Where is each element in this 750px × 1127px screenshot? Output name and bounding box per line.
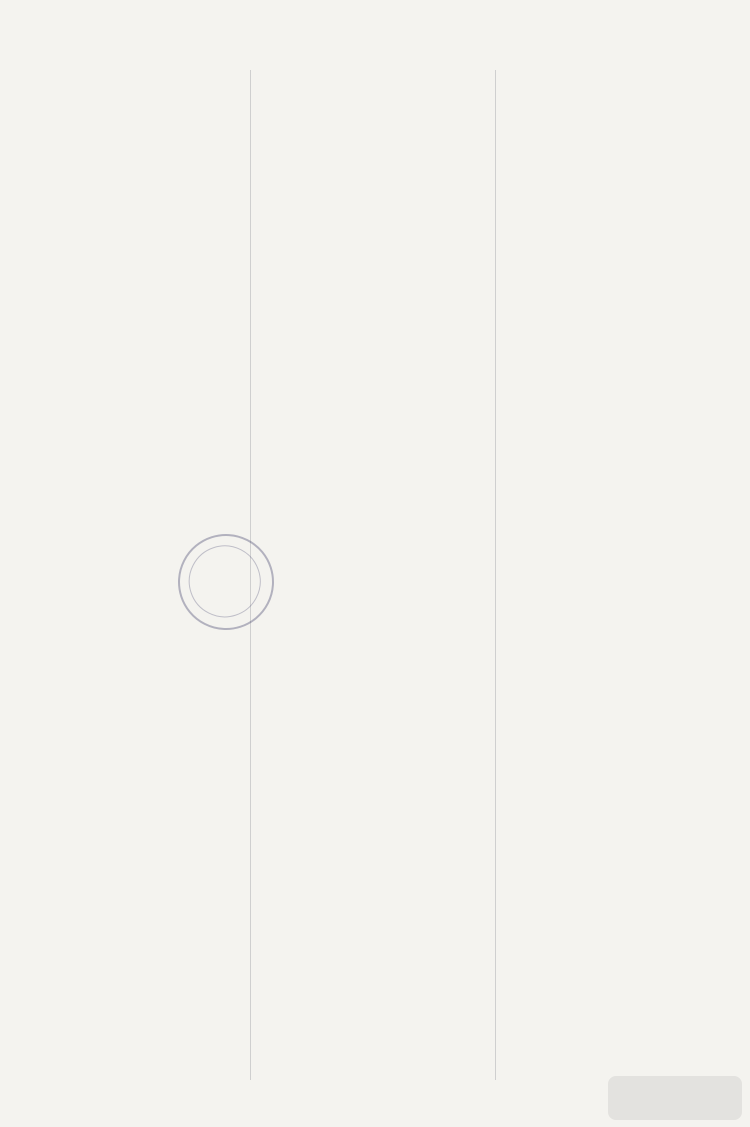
text-line xyxy=(505,126,737,152)
text-line xyxy=(6,490,238,516)
section-heading xyxy=(260,1022,492,1048)
text-line xyxy=(260,574,492,600)
text-line xyxy=(505,1022,737,1048)
text-line xyxy=(260,658,492,684)
text-line xyxy=(505,350,737,376)
text-line xyxy=(260,882,492,908)
text-line xyxy=(505,154,737,180)
text-line xyxy=(505,630,737,656)
text-line xyxy=(6,126,238,152)
text-line xyxy=(6,714,238,740)
text-line xyxy=(260,490,492,516)
text-line xyxy=(505,462,737,488)
text-line xyxy=(6,70,238,96)
text-line xyxy=(505,490,737,516)
text-line xyxy=(505,546,737,572)
text-line xyxy=(260,854,492,880)
text-line xyxy=(6,1050,238,1076)
text-line xyxy=(260,686,492,712)
text-line xyxy=(505,602,737,628)
text-line xyxy=(6,406,238,432)
text-line xyxy=(260,518,492,544)
text-line xyxy=(6,966,238,992)
text-line xyxy=(260,406,492,432)
text-line xyxy=(505,238,737,264)
text-line xyxy=(505,658,737,684)
text-line xyxy=(260,98,492,124)
text-column-3 xyxy=(505,70,737,1080)
text-line xyxy=(505,798,737,824)
text-line xyxy=(260,70,492,96)
text-line xyxy=(505,294,737,320)
column-divider xyxy=(495,70,496,1080)
text-line xyxy=(505,826,737,852)
text-line xyxy=(6,770,238,796)
text-line xyxy=(505,854,737,880)
text-line xyxy=(260,154,492,180)
text-line xyxy=(6,910,238,936)
text-line xyxy=(6,378,238,404)
text-line xyxy=(6,434,238,460)
text-line xyxy=(260,238,492,264)
text-line xyxy=(260,378,492,404)
text-line xyxy=(260,126,492,152)
text-line xyxy=(505,434,737,460)
text-line xyxy=(260,966,492,992)
text-line xyxy=(6,658,238,684)
text-line xyxy=(505,742,737,768)
text-line xyxy=(6,154,238,180)
text-line xyxy=(505,518,737,544)
text-line xyxy=(505,770,737,796)
text-line xyxy=(505,182,737,208)
text-line xyxy=(260,462,492,488)
section-heading xyxy=(6,742,238,768)
text-line xyxy=(505,574,737,600)
text-line xyxy=(260,210,492,236)
text-line xyxy=(260,798,492,824)
text-line xyxy=(6,686,238,712)
text-line xyxy=(505,70,737,96)
text-line xyxy=(260,714,492,740)
text-line xyxy=(260,546,492,572)
text-line xyxy=(6,182,238,208)
text-line xyxy=(6,854,238,880)
text-line xyxy=(6,322,238,348)
text-column-2 xyxy=(260,70,492,1080)
text-line xyxy=(260,826,492,852)
text-line xyxy=(260,266,492,292)
section-heading xyxy=(505,686,737,712)
text-line xyxy=(6,882,238,908)
text-line xyxy=(6,462,238,488)
text-line xyxy=(260,1050,492,1076)
text-line xyxy=(260,938,492,964)
text-line xyxy=(505,714,737,740)
text-line xyxy=(505,1050,737,1076)
text-line xyxy=(260,910,492,936)
text-line xyxy=(6,1022,238,1048)
text-line xyxy=(505,910,737,936)
text-line xyxy=(6,350,238,376)
text-line xyxy=(6,938,238,964)
text-line xyxy=(505,966,737,992)
text-line xyxy=(505,378,737,404)
page-footer xyxy=(0,1096,750,1116)
text-line xyxy=(505,882,737,908)
text-line xyxy=(260,770,492,796)
text-line xyxy=(260,322,492,348)
text-line xyxy=(260,434,492,460)
text-line xyxy=(260,182,492,208)
text-line xyxy=(260,350,492,376)
text-line xyxy=(6,294,238,320)
text-line xyxy=(260,994,492,1020)
text-line xyxy=(6,798,238,824)
text-line xyxy=(6,98,238,124)
text-line xyxy=(260,742,492,768)
text-line xyxy=(6,994,238,1020)
text-line xyxy=(260,602,492,628)
text-line xyxy=(505,98,737,124)
text-line xyxy=(260,294,492,320)
text-line xyxy=(6,266,238,292)
text-line xyxy=(260,630,492,656)
text-line xyxy=(6,630,238,656)
text-line xyxy=(505,322,737,348)
text-line xyxy=(6,238,238,264)
text-line xyxy=(505,938,737,964)
text-line xyxy=(6,826,238,852)
text-line xyxy=(505,210,737,236)
text-line xyxy=(505,406,737,432)
text-line xyxy=(505,994,737,1020)
text-line xyxy=(6,210,238,236)
text-line xyxy=(505,266,737,292)
